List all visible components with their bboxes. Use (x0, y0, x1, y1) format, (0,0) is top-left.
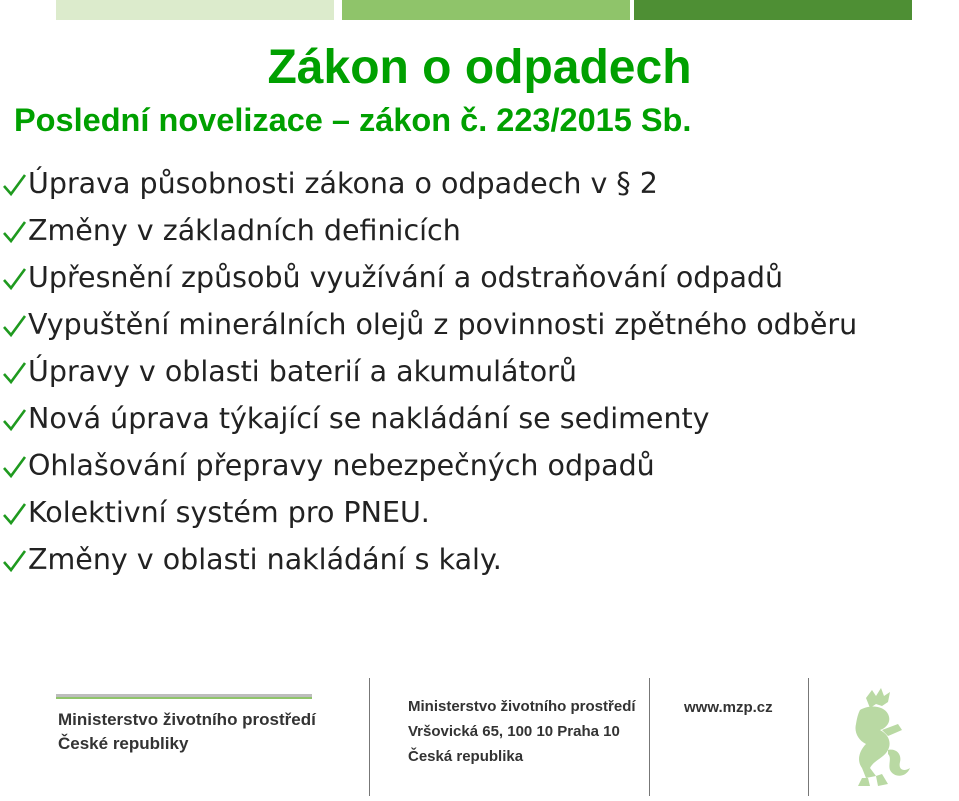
footer-divider (649, 678, 650, 796)
top-bar-light (56, 0, 334, 20)
list-item (0, 254, 959, 301)
slide-subtitle: Poslední novelizace – zákon č. 223/2015 Sb. (14, 102, 692, 138)
list-item-text: Nová úprava týkající se nakládání se sedimenty (28, 402, 710, 435)
footer-divider (808, 678, 809, 796)
check-icon (1, 489, 27, 536)
list-item (0, 395, 959, 442)
check-icon (1, 254, 27, 301)
list-item-text: Kolektivní systém pro PNEU. (28, 496, 430, 529)
footer (0, 672, 959, 801)
check-icon (1, 536, 27, 583)
list-item (0, 348, 959, 395)
list-item (0, 301, 959, 348)
footer-divider (369, 678, 370, 796)
slide-title: Zákon o odpadech (267, 41, 692, 94)
check-icon (1, 301, 27, 348)
check-icon (1, 160, 27, 207)
footer-website[interactable]: www.mzp.cz (684, 699, 773, 716)
list-item-text: Ohlašování přepravy nebezpečných odpadů (28, 449, 655, 482)
list-item (0, 442, 959, 489)
check-icon (1, 207, 27, 254)
list-item (0, 207, 959, 254)
footer-organization: Ministerstvo životního prostředí České republiky (58, 710, 316, 753)
list-item-text: Úprava působnosti zákona o odpadech v § 2 (28, 167, 658, 200)
bullet-list (0, 160, 959, 583)
list-item (0, 160, 959, 207)
list-item-text: Změny v oblasti nakládání s kaly. (28, 543, 502, 576)
list-item-text: Změny v základních definicích (28, 214, 461, 247)
check-icon (1, 395, 27, 442)
list-item (0, 536, 959, 583)
list-item (0, 489, 959, 536)
list-item-text: Úpravy v oblasti baterií a akumulátorů (28, 355, 577, 388)
lion-logo-icon (826, 680, 926, 790)
list-item-text: Upřesnění způsobů využívání a odstraňování odpadů (28, 261, 784, 294)
top-bar-mid (342, 0, 630, 20)
check-icon (1, 348, 27, 395)
check-icon (1, 442, 27, 489)
footer-address: Ministerstvo životního prostředí Vršovická 65, 100 10 Praha 10 Česká republika (408, 698, 636, 765)
footer-rule-green (56, 697, 312, 699)
list-item-text: Vypuštění minerálních olejů z povinnosti zpětného odběru (28, 308, 858, 341)
top-bar-dark (634, 0, 912, 20)
